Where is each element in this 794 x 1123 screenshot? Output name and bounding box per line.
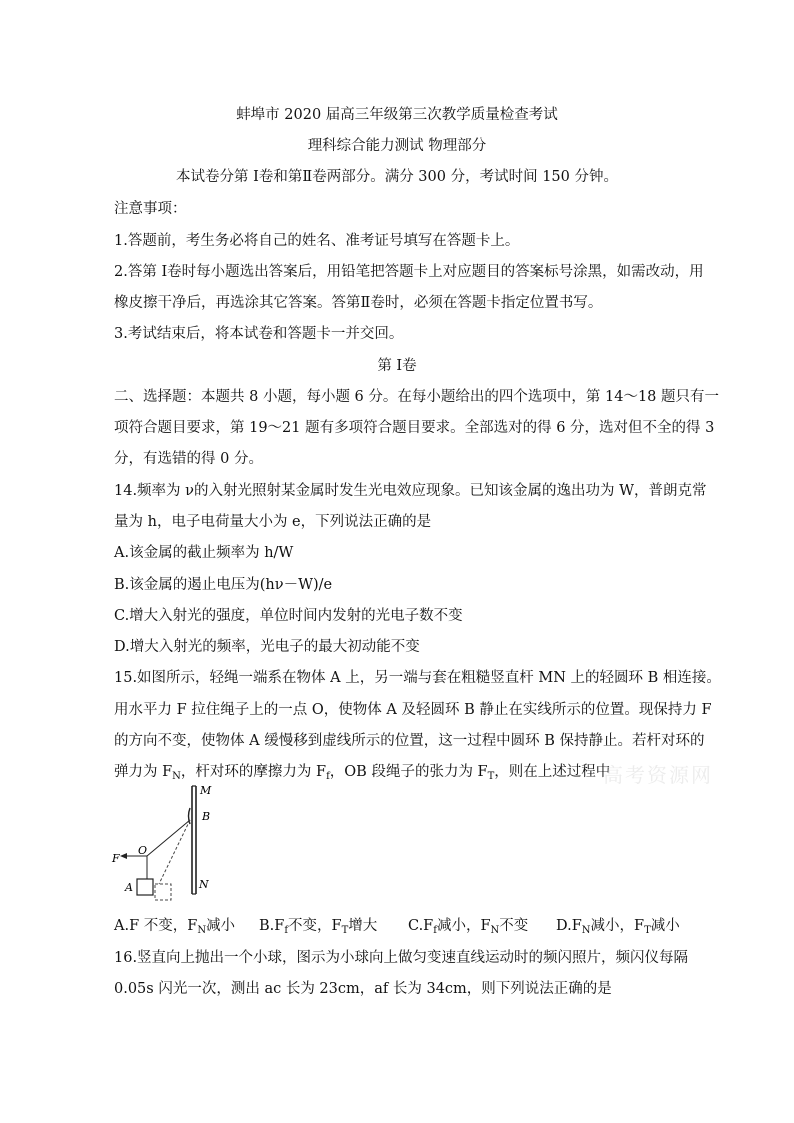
exam-subtitle: 理科综合能力测试 物理部分 [307,138,487,154]
watermark: 高考资源网 [603,763,713,787]
q15-stem-line-2: 用水平力 F 拉住绳子上的一点 O，使物体 A 及轻圆环 B 静止在实线所示的位置。现保持力 F [114,702,712,718]
subscript: T [341,925,349,936]
q16-stem-line-2: 0.05s 闪光一次，测出 ac 长为 23cm，af 长为 34cm，则下列说法正确的是 [114,981,612,997]
option-text: A.F 不变，F [114,918,198,934]
subscript: f [326,771,330,782]
option-text: 增大 [348,918,378,934]
q14-option-c: C.增大入射光的强度，单位时间内发射的光电子数不变 [114,608,463,624]
subscript: T [487,771,495,782]
label-a: A [125,881,133,894]
section-title: 第 Ⅰ卷 [377,358,417,374]
option-text: 减小，F [590,918,645,934]
note-item-2-line-1: 2.答第 Ⅰ卷时每小题选出答案后，用铅笔把答题卡上对应题目的答案标号涂黑，如需改动，用 [114,264,704,280]
exam-intro: 本试卷分第 Ⅰ卷和第Ⅱ卷两部分。满分 300 分，考试时间 150 分钟。 [176,169,618,185]
subscript: T [644,925,651,936]
label-b: B [202,810,211,823]
option-text: 不变，F [288,918,342,934]
q15-stem-text: 弹力为 F [114,764,173,780]
q15-option-d [556,914,680,936]
option-text: 减小，F [436,918,491,934]
subscript: f [433,925,437,936]
rope-dashed [159,820,190,884]
option-text: 减小 [206,918,236,934]
rope-ob [147,820,190,856]
q14-option-b: B.该金属的遏止电压为(hν－W)/e [114,577,333,593]
option-text: 不变 [499,918,529,934]
q15-option-b [259,914,377,936]
option-text: B.F [259,918,285,934]
label-m: M [200,784,212,797]
q15-stem-line-3: 的方向不变，使物体 A 缓慢移到虚线所示的位置，这一过程中圆环 B 保持静止。若杆对环的 [114,733,705,749]
label-f: F [112,852,120,865]
q15-figure [110,780,226,906]
section-instructions-line-3: 分，有选错的得 0 分。 [114,451,263,467]
note-item-1: 1.答题前，考生务必将自己的姓名、准考证号填写在答题卡上。 [114,233,520,249]
subscript: N [581,925,591,936]
section-instructions-line-2: 项符合题目要求，第 19～21 题有多项符合题目要求。全部选对的得 6 分，选对但不全的得 3 [114,420,715,436]
note-item-2-line-2: 橡皮擦干净后，再选涂其它答案。答第Ⅱ卷时，必须在答题卡指定位置书写。 [114,295,603,311]
label-n: N [199,878,209,891]
q15-stem-line-4 [114,760,610,782]
option-text: C.F [408,918,434,934]
q15-stem-line-1: 15.如图所示，轻绳一端系在物体 A 上，另一端与套在粗糙竖直杆 MN 上的轻圆环 B 相连接。 [114,670,721,686]
option-text: 减小 [650,918,680,934]
force-arrow [120,853,127,859]
option-text: D.F [556,918,582,934]
notes-heading: 注意事项： [114,201,187,217]
q15-stem-text: ，则在上述过程中 [494,764,611,780]
q14-stem-line-1: 14.频率为 ν的入射光照射某金属时发生光电效应现象。已知该金属的逸出功为 W，普朗克常 [114,483,707,499]
q14-option-d: D.增大入射光的频率，光电子的最大初动能不变 [114,639,420,655]
q15-option-c [408,914,528,936]
q14-stem-line-2: 量为 h，电子电荷量大小为 e，下列说法正确的是 [114,514,432,530]
q15-stem-text: ，OB 段绳子的张力为 F [329,764,488,780]
block-a [137,879,153,895]
exam-title: 蚌埠市 2020 届高三年级第三次教学质量检查考试 [236,107,558,123]
subscript: N [197,925,207,936]
subscript: N [172,771,181,782]
section-instructions-line-1: 二、选择题：本题共 8 小题，每小题 6 分。在每小题给出的四个选项中，第 14～18 题只有一 [114,389,720,405]
label-o: O [138,844,148,857]
q16-stem-line-1: 16.竖直向上抛出一个小球，图示为小球向上做匀变速直线运动时的频闪照片，频闪仪每隔 [114,950,689,966]
q14-option-a: A.该金属的截止频率为 h/W [114,545,294,561]
subscript: f [284,925,289,936]
q15-option-a [114,914,235,936]
q15-stem-text: ，杆对环的摩擦力为 F [180,764,327,780]
block-a-dashed [155,884,171,900]
subscript: N [490,925,500,936]
note-item-3: 3.考试结束后，将本试卷和答题卡一并交回。 [114,326,404,342]
